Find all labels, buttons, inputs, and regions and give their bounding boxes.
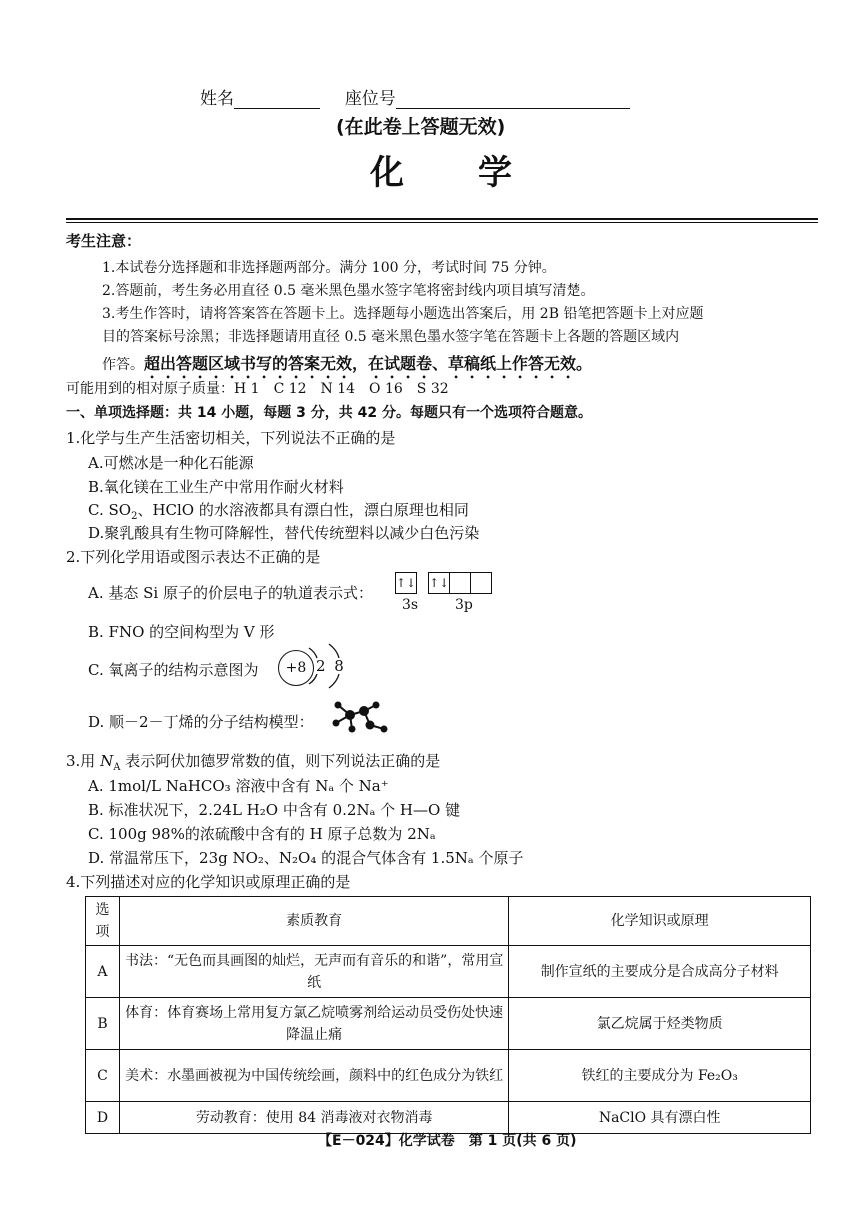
orbital-3p-box-2 — [450, 572, 471, 594]
q3-option-a: A. 1mol/L NaHCO₃ 溶液中含有 Nₐ 个 Na⁺ — [88, 777, 389, 795]
table-row — [86, 1050, 811, 1102]
q1-option-c — [88, 499, 469, 522]
q3-stem-pre: 3.用 — [66, 752, 101, 770]
q4-stem: 4.下列描述对应的化学知识或原理正确的是 — [66, 873, 351, 891]
page-footer: 【E－024】化学试卷 第 1 页(共 6 页) — [318, 1133, 577, 1149]
q1-option-b: B.氧化镁在工业生产中常用作耐火材料 — [88, 478, 344, 496]
q2-stem: 2.下列化学用语或图示表达不正确的是 — [66, 548, 321, 566]
table-header: 选项 — [86, 897, 120, 946]
table-cell-chem: 氯乙烷属于烃类物质 — [509, 998, 811, 1050]
label-3s: 3s — [402, 597, 419, 613]
q2-option-c: C. 氧离子的结构示意图为 — [88, 661, 259, 679]
header-divider — [66, 218, 818, 220]
q1-c-sub: 2 — [131, 511, 138, 522]
table-cell-chem: NaClO 具有漂白性 — [509, 1102, 811, 1134]
notice-item-1: 1.本试卷分选择题和非选择题两部分。满分 100 分，考试时间 75 分钟。 — [102, 260, 556, 276]
notice-item-3: 3.考生作答时，请将答案答在答题卡上。选择题每小题选出答案后，用 2B 铅笔把答题卡上对应题 — [102, 306, 704, 322]
notice-warning: 超出答题区域书写的答案无效，在试题卷、草稿纸上作答无效。 — [144, 354, 593, 373]
q3-stem-sub: A — [113, 762, 121, 773]
name-field — [200, 84, 630, 109]
orbital-diagram — [395, 572, 492, 594]
table-cell-edu: 体育：体育赛场上常用复方氯乙烷喷雾剂给运动员受伤处快速降温止痛 — [119, 998, 508, 1050]
table-row — [86, 998, 811, 1050]
seat-blank — [396, 92, 630, 109]
table-header-row — [86, 897, 811, 946]
notice-item-3-cont: 目的答案标号涂黑；非选择题请用直径 0.5 毫米黑色墨水签字笔在答题卡上各题的答题区域内 — [102, 329, 680, 345]
q3-stem-post: 表示阿伏加德罗常数的值，则下列说法正确的是 — [120, 752, 441, 770]
q2-option-a: A. 基态 Si 原子的价层电子的轨道表示式： — [88, 584, 373, 602]
name-blank — [234, 92, 320, 109]
table-row — [86, 1102, 811, 1134]
header-divider-thin — [66, 222, 818, 223]
notice-item-3-tail: 作答。 — [102, 357, 144, 373]
table-cell-chem: 制作宣纸的主要成分是合成高分子材料 — [509, 946, 811, 998]
table-row — [86, 946, 811, 998]
notice-title: 考生注意： — [66, 232, 142, 250]
table-cell-edu: 美术：水墨画被视为中国传统绘画，颜料中的红色成分为铁红 — [119, 1050, 508, 1102]
q1-c-pre: C. SO — [88, 501, 132, 519]
atomic-mass: 可能用到的相对原子质量：H 1 C 12 N 14 O 16 S 32 — [66, 381, 449, 397]
table-header: 化学知识或原理 — [509, 897, 811, 946]
q3-option-d: D. 常温常压下，23g NO₂、N₂O₄ 的混合气体含有 1.5Nₐ 个原子 — [88, 849, 524, 867]
table-cell-option: B — [86, 998, 120, 1050]
q4-table — [85, 896, 811, 1134]
q3-stem-na: N — [100, 752, 114, 770]
name-label: 姓名 — [200, 89, 234, 109]
table-header: 素质教育 — [119, 897, 508, 946]
q2-option-d: D. 顺－2－丁烯的分子结构模型： — [88, 713, 314, 731]
table-cell-option: C — [86, 1050, 120, 1102]
nucleus-circle: +8 — [278, 650, 314, 686]
table-cell-option: D — [86, 1102, 120, 1134]
table-cell-chem: 铁红的主要成分为 Fe₂O₃ — [509, 1050, 811, 1102]
notice-item-2: 2.答题前，考生务必用直径 0.5 毫米黑色墨水签字笔将密封线内项目填写清楚。 — [102, 283, 595, 299]
table-cell-edu: 书法：“无色而具画图的灿烂，无声而有音乐的和谐”，常用宣纸 — [119, 946, 508, 998]
orbital-3p-box-1: ↑↓ — [428, 572, 450, 594]
label-3p: 3p — [455, 597, 473, 613]
q3-stem — [66, 750, 440, 773]
q1-option-a: A.可燃冰是一种化石能源 — [88, 454, 254, 472]
page-title: 化 学 — [370, 153, 514, 193]
q3-option-c: C. 100g 98%的浓硫酸中含有的 H 原子总数为 2Nₐ — [88, 825, 436, 843]
q3-option-b: B. 标准状况下，2.24L H₂O 中含有 0.2Nₐ 个 H—O 键 — [88, 801, 461, 819]
q1-stem: 1.化学与生产生活密切相关，下列说法不正确的是 — [66, 429, 396, 447]
table-cell-option: A — [86, 946, 120, 998]
butene-molecule-model — [330, 697, 390, 737]
q1-option-d: D.聚乳酸具有生物可降解性，替代传统塑料以减少白色污染 — [88, 524, 480, 542]
orbital-3p-box-3 — [471, 572, 492, 594]
orbital-3s-box: ↑↓ — [395, 572, 417, 594]
seat-label: 座位号 — [344, 89, 396, 109]
table-cell-edu: 劳动教育：使用 84 消毒液对衣物消毒 — [119, 1102, 508, 1134]
invalid-note: (在此卷上答题无效) — [336, 116, 506, 138]
q2-option-b: B. FNO 的空间构型为 V 形 — [88, 623, 275, 641]
section-heading: 一、单项选择题：共 14 小题，每题 3 分，共 42 分。每题只有一个选项符合题意。 — [66, 405, 592, 421]
q1-c-post: 、HClO 的水溶液都具有漂白性，漂白原理也相同 — [137, 501, 469, 519]
electron-shells: 2 8 — [316, 657, 346, 675]
